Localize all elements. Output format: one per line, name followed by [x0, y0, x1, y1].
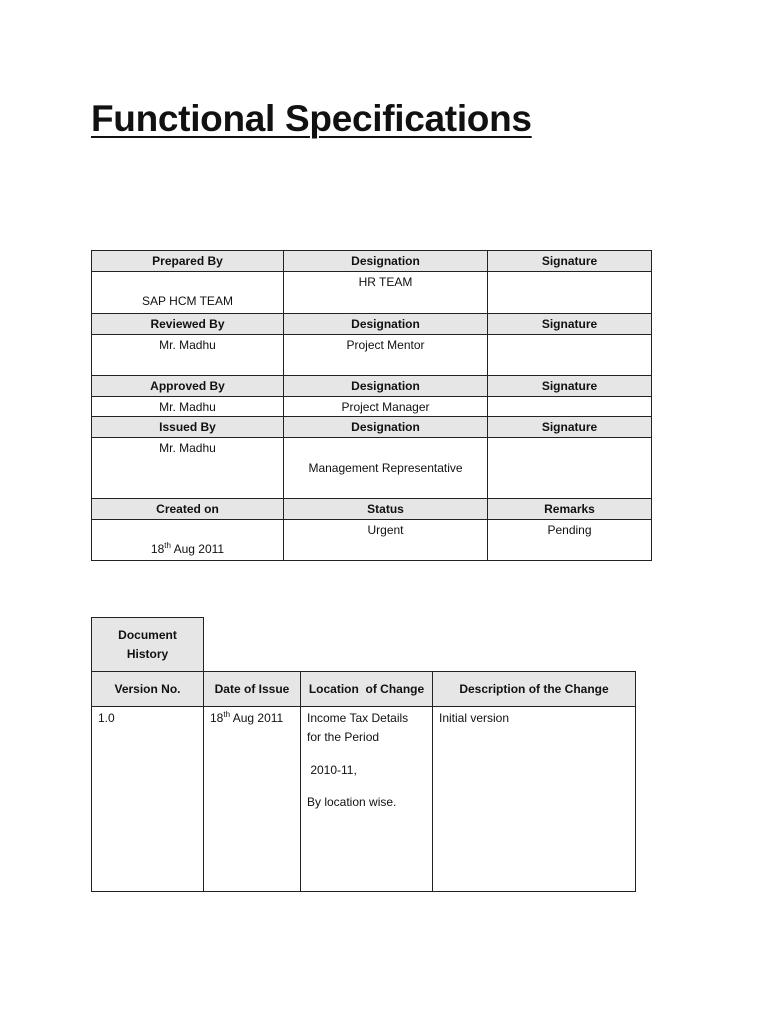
issued-signature — [488, 438, 652, 499]
col-description-of-change: Description of the Change — [433, 672, 636, 707]
approved-row — [92, 397, 652, 417]
header-approved-by: Approved By — [92, 376, 284, 397]
reviewed-name: Mr. Madhu — [92, 335, 284, 376]
reviewed-header-row — [92, 314, 652, 335]
document-history-label-line1: Document — [118, 627, 177, 642]
history-location-cell — [301, 707, 433, 892]
history-label-spacer — [204, 618, 636, 672]
created-date-cell — [92, 520, 284, 561]
header-signature: Signature — [488, 251, 652, 272]
document-history-label-line2: History — [126, 646, 169, 661]
history-date-suffix: th — [223, 710, 231, 719]
issued-designation-cell — [284, 438, 488, 499]
header-remarks: Remarks — [488, 499, 652, 520]
issued-header-row — [92, 417, 652, 438]
header-signature: Signature — [488, 376, 652, 397]
header-signature: Signature — [488, 417, 652, 438]
prepared-header-row — [92, 251, 652, 272]
issued-name: Mr. Madhu — [92, 438, 284, 499]
reviewed-signature — [488, 335, 652, 376]
col-version-no: Version No. — [92, 672, 204, 707]
header-designation: Designation — [284, 417, 488, 438]
issued-row — [92, 438, 652, 499]
created-date-rest: Aug 2011 — [170, 542, 225, 556]
history-date-day: 18 — [210, 711, 224, 725]
header-created-on: Created on — [92, 499, 284, 520]
prepared-signature — [488, 272, 652, 314]
history-location-line2: for the Period — [307, 730, 380, 744]
created-status: Urgent — [284, 520, 488, 561]
prepared-row — [92, 272, 652, 314]
document-history-label — [92, 618, 204, 672]
history-location-line3: 2010-11, — [307, 763, 357, 777]
created-header-row — [92, 499, 652, 520]
issued-designation: Management Representative — [308, 461, 463, 475]
approved-signature — [488, 397, 652, 417]
header-issued-by: Issued By — [92, 417, 284, 438]
col-location-of-change: Location of Change — [301, 672, 433, 707]
prepared-designation: HR TEAM — [284, 272, 488, 314]
created-date-suffix: th — [164, 541, 171, 550]
header-prepared-by: Prepared By — [92, 251, 284, 272]
header-designation: Designation — [284, 314, 488, 335]
history-date-cell — [204, 707, 301, 892]
approved-name: Mr. Madhu — [92, 397, 284, 417]
document-history-table — [91, 617, 636, 892]
prepared-name: SAP HCM TEAM — [142, 294, 233, 308]
header-designation: Designation — [284, 376, 488, 397]
reviewed-designation: Project Mentor — [284, 335, 488, 376]
history-label-row — [92, 618, 636, 672]
page-title: Functional Specifications — [91, 98, 532, 139]
approved-header-row — [92, 376, 652, 397]
header-reviewed-by: Reviewed By — [92, 314, 284, 335]
created-date-day: 18 — [150, 542, 165, 556]
history-location-line4: By location wise. — [307, 795, 397, 809]
header-status: Status — [284, 499, 488, 520]
approved-designation: Project Manager — [284, 397, 488, 417]
reviewed-row — [92, 335, 652, 376]
history-description: Initial version — [433, 707, 636, 892]
col-date-of-issue: Date of Issue — [204, 672, 301, 707]
created-row — [92, 520, 652, 561]
history-date-rest: Aug 2011 — [230, 711, 284, 725]
history-location-line1: Income Tax Details — [307, 711, 409, 725]
prepared-name-cell — [92, 272, 284, 314]
approval-table — [91, 250, 652, 561]
history-row — [92, 707, 636, 892]
header-signature: Signature — [488, 314, 652, 335]
created-remarks: Pending — [488, 520, 652, 561]
history-version: 1.0 — [92, 707, 204, 892]
history-header-row — [92, 672, 636, 707]
header-designation: Designation — [284, 251, 488, 272]
